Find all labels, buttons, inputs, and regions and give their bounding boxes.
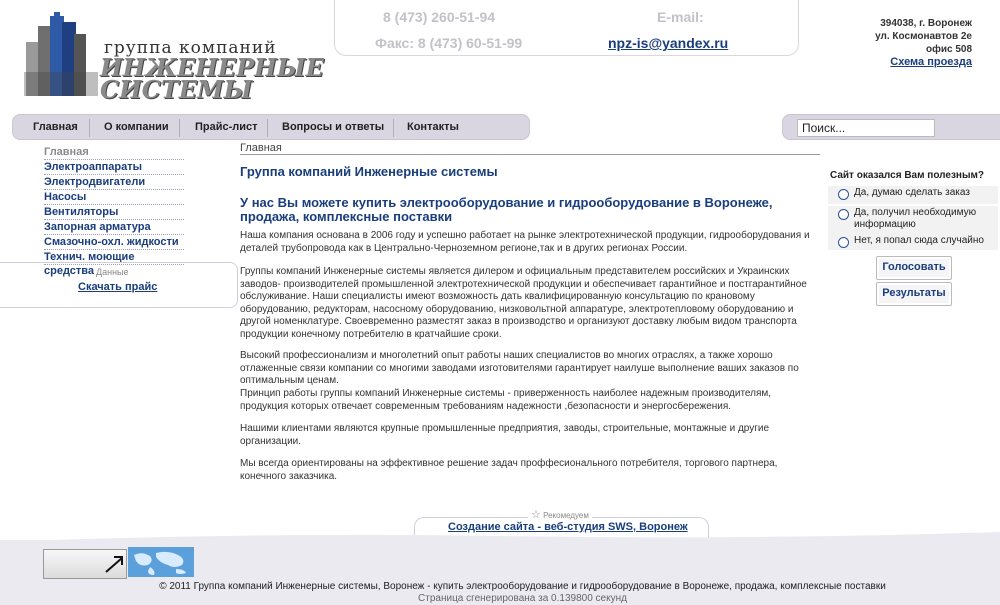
content-paragraph: Мы всегда ориентированы на эффективное решение задач проффесионального потребителя, торгового партнера, конечного заказчика. bbox=[240, 458, 778, 482]
recommend-label-text: Рекомедуем bbox=[543, 511, 589, 520]
sidebar-item-detergents[interactable]: Технич. моющие средства bbox=[44, 250, 184, 265]
nav-item-pricelist[interactable]: Прайс-лист bbox=[195, 121, 258, 133]
logo-towers-icon bbox=[24, 12, 98, 96]
poll-question: Сайт оказался Вам полезным? bbox=[830, 170, 985, 181]
email-label: E-mail: bbox=[657, 9, 704, 25]
logo-text-systems: СИСТЕМЫ bbox=[100, 75, 253, 104]
search-input[interactable] bbox=[797, 119, 935, 137]
main-nav bbox=[12, 114, 530, 140]
radio-button[interactable] bbox=[838, 237, 849, 248]
content-paragraph: Принцип работы группы компаний Инженерные системы - приверженность наиболее надежным производителям, продукция которых отвечает современным требованиям надежности ,безопасности и энергосбережения. bbox=[240, 388, 772, 412]
page-subtitle: У нас Вы можете купить электрооборудование и гидрооборудование в Воронеже, продажа, комплексные поставки bbox=[240, 195, 773, 224]
sidebar-item-electrical-devices[interactable]: Электроаппараты bbox=[44, 160, 184, 175]
email-link[interactable]: npz-is@yandex.ru bbox=[608, 35, 729, 51]
sidebar-item-coolants[interactable]: Смазочно-охл. жидкости bbox=[44, 235, 184, 250]
arrow-icon bbox=[44, 550, 128, 580]
globe-map-icon bbox=[128, 547, 194, 577]
breadcrumb: Главная bbox=[240, 142, 820, 155]
radio-button[interactable] bbox=[838, 189, 849, 200]
generation-time: Страница сгенерирована за 0.139800 секунд bbox=[418, 593, 627, 604]
recommend-label bbox=[528, 508, 592, 521]
results-button[interactable]: Результаты bbox=[876, 282, 952, 306]
poll-option[interactable] bbox=[828, 234, 998, 250]
copyright-text: © 2011 Группа компаний Инженерные системы, Воронеж - купить электрооборудование и гидрооборудование в Воронеже, продажа, комплексные поставки bbox=[159, 581, 886, 592]
sidebar-item-valves[interactable]: Запорная арматура bbox=[44, 220, 184, 235]
nav-item-about[interactable]: О компании bbox=[104, 121, 169, 133]
footer-wave bbox=[0, 532, 1000, 548]
sidebar-item-electric-motors[interactable]: Электродвигатели bbox=[44, 175, 184, 190]
sidebar-item-fans[interactable]: Вентиляторы bbox=[44, 205, 184, 220]
fax-number: Факс: 8 (473) 60-51-99 bbox=[375, 35, 523, 51]
poll-option[interactable] bbox=[828, 206, 998, 234]
nav-divider bbox=[267, 119, 268, 137]
content-paragraph: Высокий профессионализм и многолетний опыт работы наших специалистов во многих отраслях, а также хорошо отлаженные связи компании со многими заводами изготовителями гарантирует наилуше выполнение ваших заказов по оптимальным ценам. bbox=[240, 350, 799, 386]
content-paragraph: Нашими клиентами являются крупные промышленные предприятия, заводы, строительные, монтажные и другие организации. bbox=[240, 423, 770, 447]
logo-text-engineering: ИНЖЕНЕРНЫЕ bbox=[100, 53, 324, 82]
sidebar-item-home[interactable]: Главная bbox=[44, 145, 184, 160]
poll-option-label: Да, думаю сделать заказ bbox=[854, 187, 970, 198]
nav-item-faq[interactable]: Вопросы и ответы bbox=[282, 121, 385, 133]
counter-badge[interactable] bbox=[43, 549, 127, 579]
nav-divider bbox=[179, 119, 180, 137]
nav-item-home[interactable]: Главная bbox=[33, 121, 78, 133]
radio-button[interactable] bbox=[838, 209, 849, 220]
contact-box bbox=[334, 0, 799, 56]
poll-option[interactable] bbox=[828, 186, 998, 204]
address-block bbox=[875, 17, 972, 69]
logo-text-group: группа компаний bbox=[104, 38, 277, 58]
page-title: Группа компаний Инженерные системы bbox=[240, 164, 498, 179]
address-line: офис 508 bbox=[925, 44, 972, 55]
star-icon: ☆ bbox=[531, 509, 541, 521]
nav-divider bbox=[393, 119, 394, 137]
search-bar bbox=[782, 114, 1000, 140]
sidebar-item-pumps[interactable]: Насосы bbox=[44, 190, 184, 205]
content-paragraph: Группы компаний Инженерные системы является дилером и официальным представителем российских и Украинских заводов- производителей промышленной электротехнической продукции и обеспечивает гарантийное и постгарантийное обслуживание. Наши специалисты имеют возможность дать квалифицированную консультацию по крановому оборудованию, редукторам, насосному оборудованию, низковольтной аппаратуре, электротепловому оборудованию и другой номенклатуре. Своевременно разместят заказ в производство и организуют доставку любым видом транспорта продукции конечному потребителю в кратчайшие сроки. bbox=[240, 266, 807, 340]
address-line: 394038, г. Воронеж bbox=[880, 18, 972, 29]
poll-option-label: Да, получил необходимую информацию bbox=[854, 207, 977, 230]
poll-option-label: Нет, я попал сюда случайно bbox=[854, 235, 984, 246]
content-paragraph: Наша компания основана в 2006 году и успешно работает на рынке электротехнической продукции, гидрооборудования и деталей трубопровода как в Центрально-Черноземном регионе,так и в других регионах России. bbox=[240, 230, 810, 254]
world-map-icon[interactable] bbox=[128, 547, 194, 577]
download-price-link[interactable]: Скачать прайс bbox=[78, 281, 158, 293]
recommend-link[interactable]: Создание сайта - веб-студия SWS, Воронеж bbox=[448, 521, 688, 533]
company-logo[interactable] bbox=[24, 12, 324, 104]
vote-button[interactable]: Голосовать bbox=[876, 256, 952, 280]
nav-item-contacts[interactable]: Контакты bbox=[407, 121, 459, 133]
phone-number: 8 (473) 260-51-94 bbox=[383, 9, 496, 25]
nav-divider bbox=[89, 119, 90, 137]
address-line: ул. Космонавтов 2е bbox=[875, 31, 972, 42]
map-link[interactable]: Схема проезда bbox=[890, 56, 972, 68]
data-label: Данные bbox=[96, 267, 129, 277]
